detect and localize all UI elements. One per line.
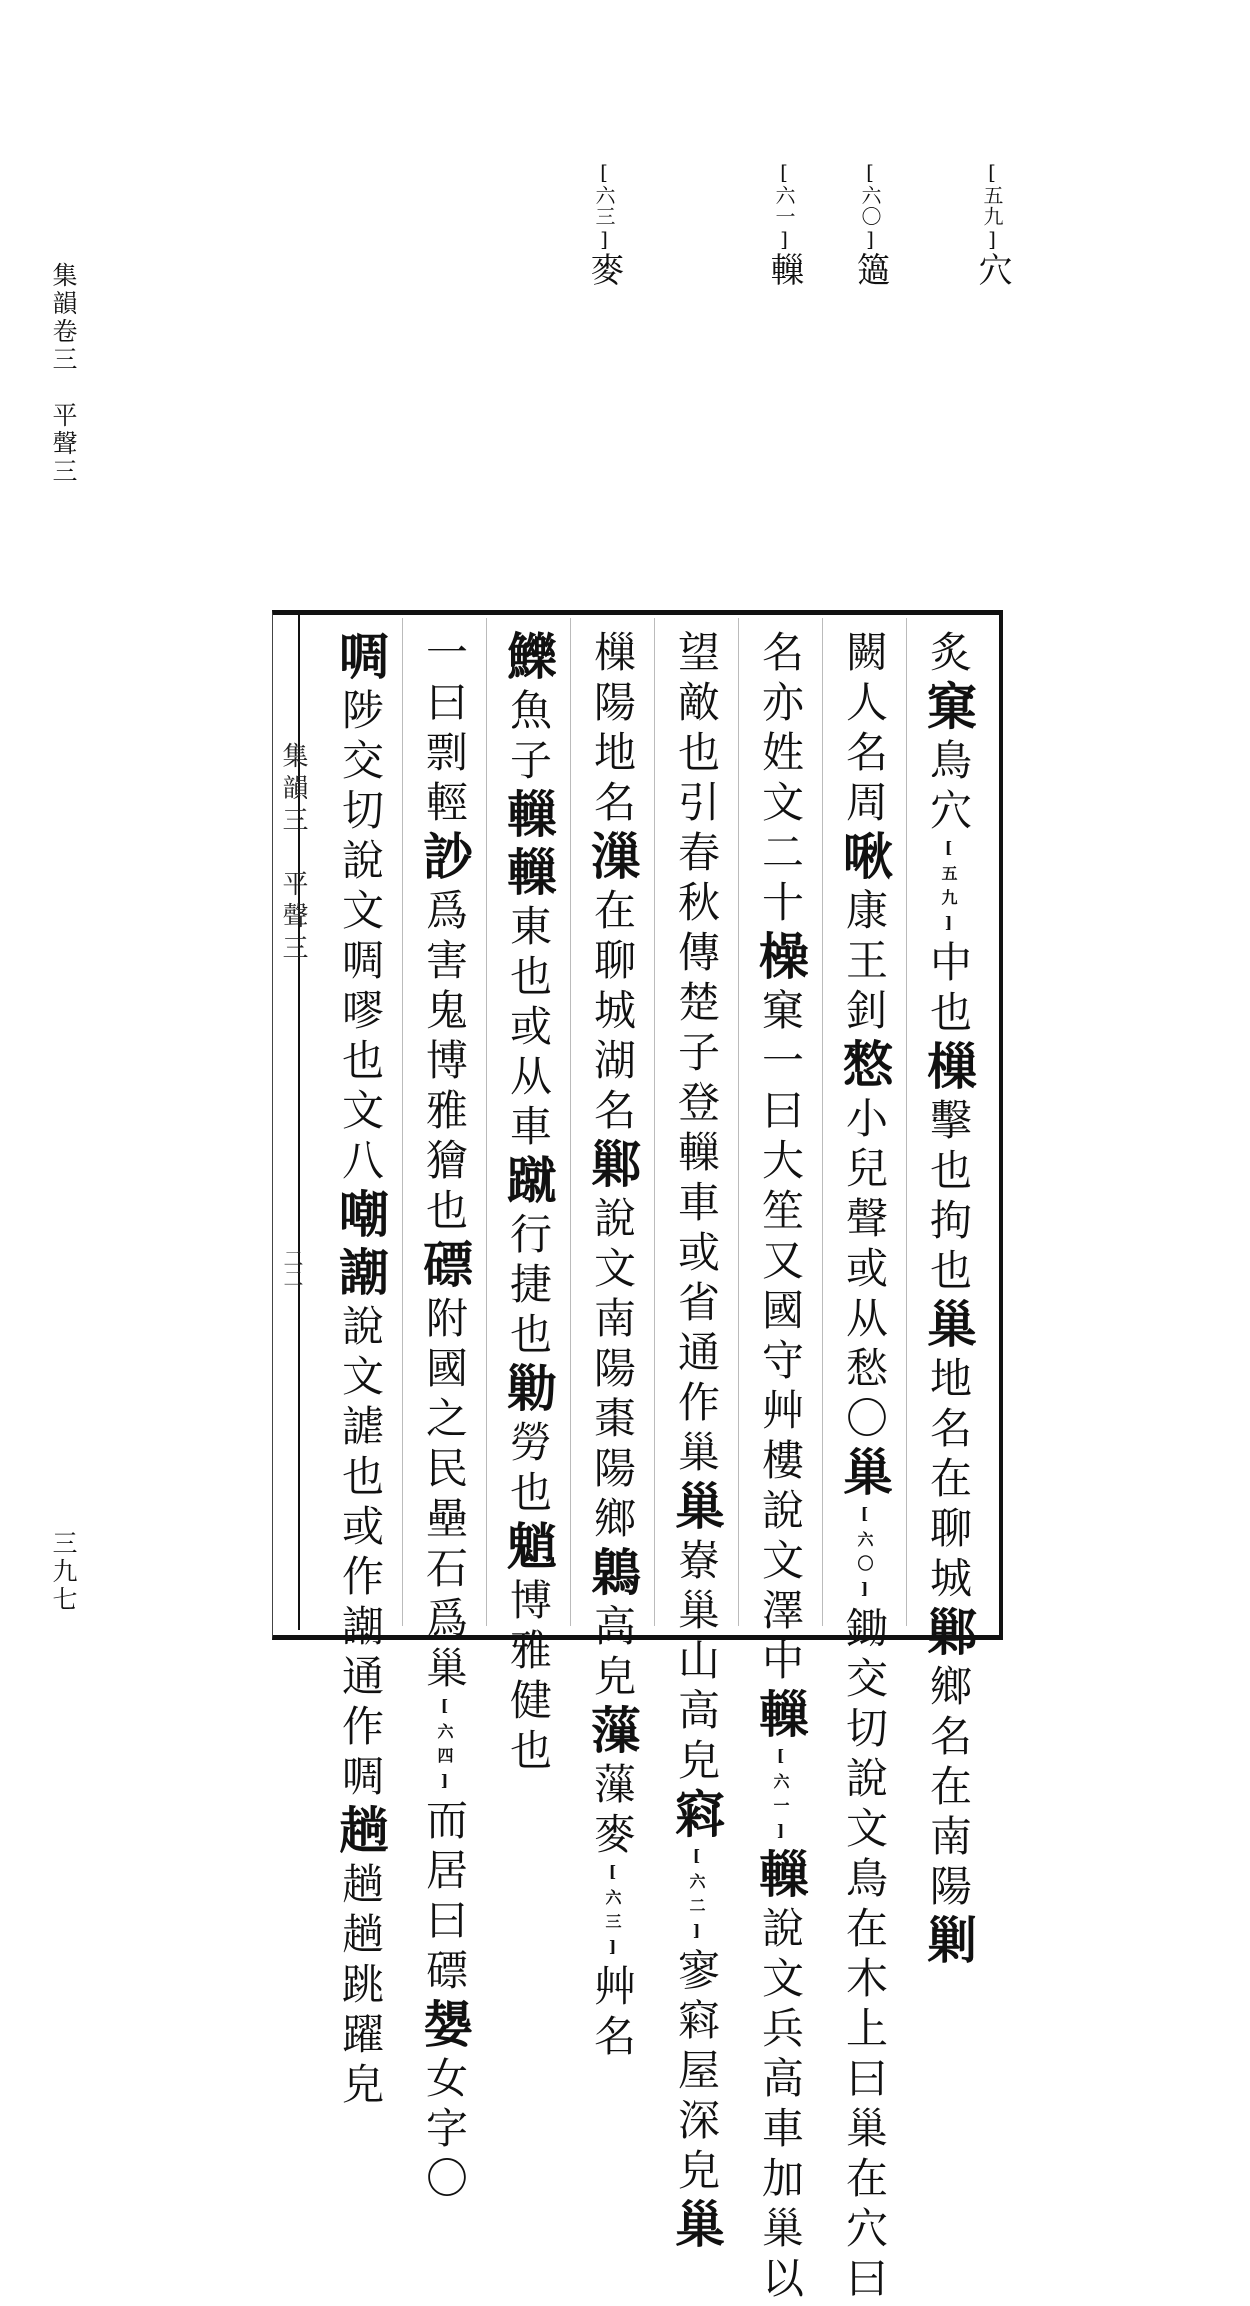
headword: 樔 (919, 1040, 978, 1098)
gloss-text: 說文澤中 (756, 1488, 805, 1688)
headword: 巢 (667, 1480, 726, 1538)
gloss-text: 也 (504, 1470, 553, 1520)
headword: 謿 (331, 1246, 390, 1304)
headword: 轈 (751, 1848, 810, 1906)
headword: 啁 (331, 630, 390, 688)
note-char: 簻 (850, 252, 890, 294)
headword: 剿 (919, 1914, 978, 1972)
collation-mark: [五九] (939, 838, 958, 940)
gloss-text: 字 (420, 2106, 469, 2156)
gloss-text: 樔陽地名 (588, 630, 637, 830)
gloss-text: 木上曰巢在穴曰 (840, 1956, 889, 2306)
column-rule (402, 618, 403, 1626)
headword: 啾 (835, 830, 894, 888)
note-char: 轈 (764, 252, 804, 294)
text-column (326, 630, 394, 2112)
gloss-text: 博雅 (504, 1578, 553, 1678)
gloss-text: 說文兵高 (756, 1906, 805, 2106)
headword: 轈 (499, 788, 558, 846)
gloss-text: 一曰剽輕 (420, 630, 469, 830)
text-column (662, 630, 730, 2256)
gloss-text: 在聊城 (588, 888, 637, 1038)
gloss-text: 勞 (504, 1420, 553, 1470)
text-column (914, 630, 982, 1972)
headword: 鄛 (583, 1138, 642, 1196)
headword: 嘲 (331, 1188, 390, 1246)
block-margin-title: 集韻三 平聲三 (278, 742, 308, 966)
gloss-text: 名亦姓文二十 (756, 630, 805, 930)
gloss-text: 地名在 (924, 1356, 973, 1506)
headword: 鄛 (919, 1606, 978, 1664)
headword: 鱳 (499, 630, 558, 688)
headword: 窲 (667, 1788, 726, 1846)
gloss-text: 車加巢以 (756, 2106, 805, 2306)
note-number: [六三] (592, 160, 616, 252)
gloss-text: 躍皃 (336, 2012, 385, 2112)
gloss-text: 棗陽鄉 (588, 1396, 637, 1546)
column-rule (822, 618, 823, 1626)
note-number: [六〇] (858, 160, 882, 252)
headword: 魈 (499, 1520, 558, 1578)
gloss-text: 爲巢 (420, 1596, 469, 1696)
gloss-text: 聊城 (924, 1506, 973, 1606)
collation-mark: [六三] (603, 1862, 622, 1964)
headword: 漅 (583, 830, 642, 888)
headword: 窠 (919, 680, 978, 738)
headword: 訬 (415, 830, 474, 888)
note-number-text: 五九 (980, 185, 1004, 227)
gloss-text: 嶚巢山 (672, 1538, 721, 1688)
gloss-text: 說文謔也或 (336, 1304, 385, 1554)
gloss-text: 子 (504, 738, 553, 788)
headword: 薻 (583, 1704, 642, 1762)
gloss-text: 皃 (588, 1654, 637, 1704)
note-number-text: 六三 (592, 185, 616, 227)
headword: 憗 (835, 1038, 894, 1096)
note-number: [六一] (772, 160, 796, 252)
gloss-text: 博雅 (420, 1038, 469, 1138)
gloss-text: 作謿通作啁 (336, 1554, 385, 1804)
gloss-text: 趟趟跳 (336, 1862, 385, 2012)
gloss-text: 拘也 (924, 1198, 973, 1298)
gloss-text: 〇 (420, 2156, 469, 2206)
note-char: 穴 (972, 252, 1012, 294)
gloss-text: 湖名 (588, 1038, 637, 1138)
note-number: [五九] (980, 160, 1004, 252)
column-rule (654, 618, 655, 1626)
headword: 巢 (835, 1446, 894, 1504)
running-head: 集韻卷三 平聲三 (49, 262, 78, 486)
gloss-text: 也 (504, 1312, 553, 1362)
text-column (494, 630, 562, 1778)
column-rule (486, 618, 487, 1626)
gloss-text: 魚 (504, 688, 553, 738)
headword: 橾 (751, 930, 810, 988)
gloss-text: 行捷 (504, 1212, 553, 1312)
gloss-text: 或从愁 (840, 1246, 889, 1396)
headword: 鷍 (583, 1546, 642, 1604)
gloss-text: 闕人名周 (840, 630, 889, 830)
gloss-text: 鳥穴 (924, 738, 973, 838)
note-char: 麥 (584, 252, 624, 294)
gloss-text: 健也 (504, 1678, 553, 1778)
gloss-text: 艸名 (588, 1964, 637, 2064)
note-number-text: 六一 (772, 185, 796, 227)
gloss-text: 薻麥 (588, 1762, 637, 1862)
gloss-text: 擊也 (924, 1098, 973, 1198)
collation-note-60 (846, 160, 895, 294)
gloss-text: 炙 (924, 630, 973, 680)
headword: 趟 (331, 1804, 390, 1862)
headword: 巢 (667, 2198, 726, 2256)
page-number: 三九七 (49, 1530, 78, 1614)
gloss-text: 鄉名在 (924, 1664, 973, 1814)
gloss-text: 登轈車或省通作巢 (672, 1080, 721, 1480)
gloss-text: 爲害鬼 (420, 888, 469, 1038)
headword: 轈 (499, 846, 558, 904)
gloss-text: 从車 (504, 1054, 553, 1154)
gloss-text: 啁嘐也文八 (336, 938, 385, 1188)
collation-note-61 (760, 160, 809, 294)
gloss-text: 望敵也引春秋傳楚子 (672, 630, 721, 1080)
text-column (578, 630, 646, 2064)
headword: 嫢 (415, 1998, 474, 2056)
gloss-text: 而居曰磦 (420, 1798, 469, 1998)
gloss-text: 寥窲屋 (672, 1948, 721, 2098)
gloss-text: 〇 (840, 1396, 889, 1446)
gloss-text: 深皃 (672, 2098, 721, 2198)
text-column (410, 630, 478, 2206)
note-number-text: 六〇 (858, 185, 882, 227)
collation-note-59 (968, 160, 1017, 294)
gloss-text: 中也 (924, 940, 973, 1040)
collation-mark: [六一] (771, 1746, 790, 1848)
gloss-text: 窠一曰大笙又國 (756, 988, 805, 1338)
collation-note-63 (580, 160, 629, 294)
collation-mark: [六二] (687, 1846, 706, 1948)
gloss-text: 小兒聲 (840, 1096, 889, 1246)
gloss-text: 高皃 (672, 1688, 721, 1788)
column-rule (906, 618, 907, 1626)
column-rule (738, 618, 739, 1626)
text-column (746, 630, 814, 2306)
gloss-text: 南陽 (924, 1814, 973, 1914)
gloss-text: 高 (588, 1604, 637, 1654)
text-column (830, 630, 898, 2306)
gloss-text: 附國之民壘石 (420, 1296, 469, 1596)
gloss-text: 獪也 (420, 1138, 469, 1238)
gloss-text: 康王釗 (840, 888, 889, 1038)
headword: 蹴 (499, 1154, 558, 1212)
gloss-text: 女 (420, 2056, 469, 2106)
block-margin-page: 二二 (280, 1248, 304, 1288)
gloss-text: 守艸樓 (756, 1338, 805, 1488)
gloss-text: 說文南陽 (588, 1196, 637, 1396)
headword: 巢 (919, 1298, 978, 1356)
gloss-text: 鋤交切說文鳥在 (840, 1606, 889, 1956)
column-rule (570, 618, 571, 1626)
headword: 磦 (415, 1238, 474, 1296)
gloss-text: 陟交切說文 (336, 688, 385, 938)
collation-mark: [六〇] (855, 1504, 874, 1606)
headword: 勦 (499, 1362, 558, 1420)
collation-mark: [六四] (435, 1696, 454, 1798)
headword: 轈 (751, 1688, 810, 1746)
gloss-text: 東也或 (504, 904, 553, 1054)
